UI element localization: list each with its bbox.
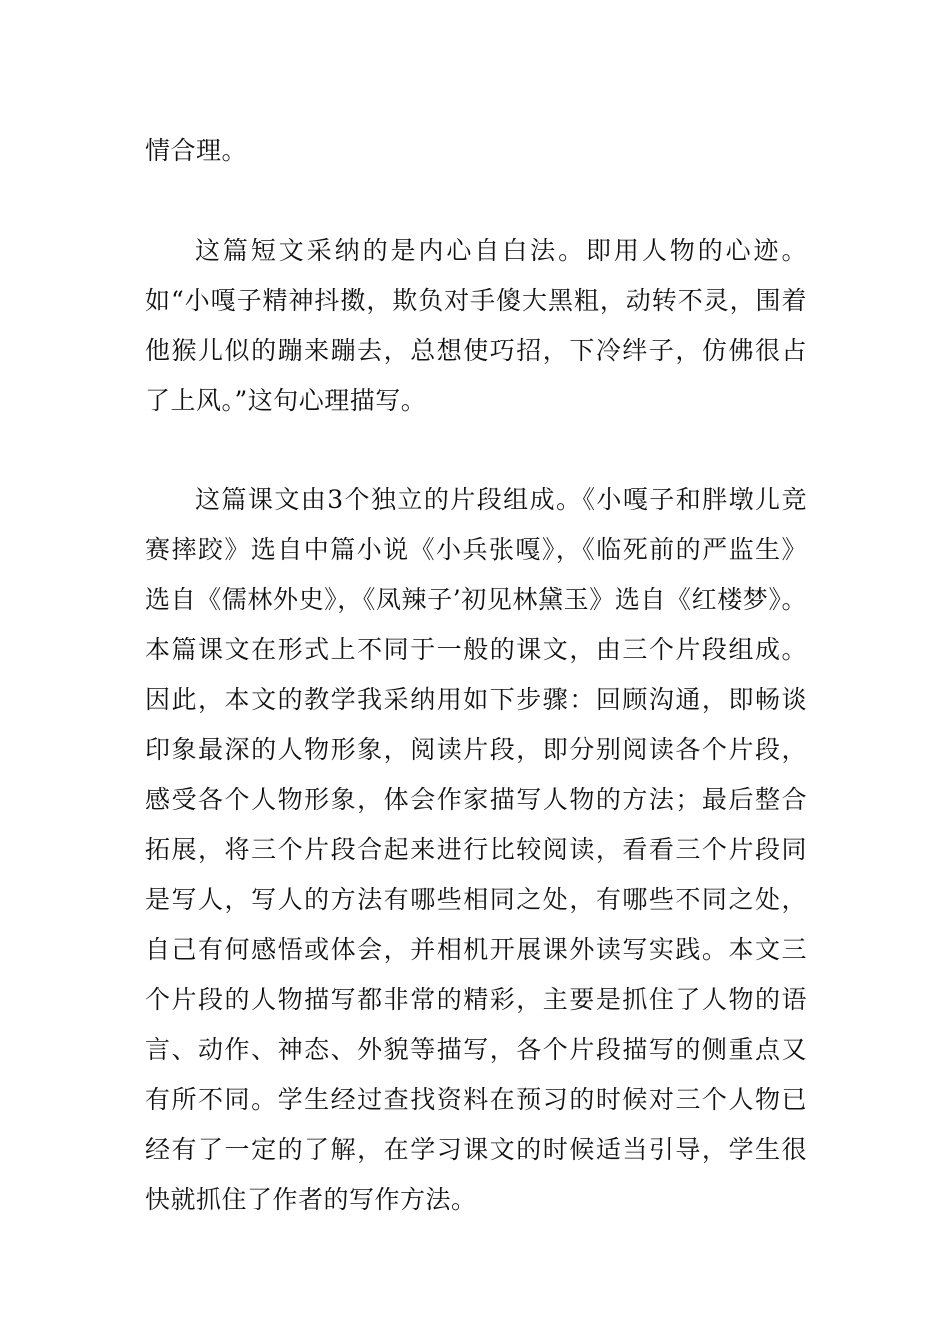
paragraph-lesson-structure bbox=[145, 475, 807, 1225]
paragraph-2: 这篇短文采纳的是内心自白法。即用人物的心迹。如“小嘎子精神抖擞，欺负对手傻大黑粗，动转不灵，围着他猴儿似的蹦来蹦去，总想使巧招，下冷绊子，仿佛很占了上风。”这句心理描写。 bbox=[145, 236, 807, 415]
paragraph-inner-monologue bbox=[145, 226, 807, 426]
paragraph-3: 这篇课文由3个独立的片段组成。《小嘎子和胖墩儿竞赛摔跤》选自中篇小说《小兵张嘎》，《临死前的严监生》选自《儒林外史》，《凤辣子’初见林黛玉》选自《红楼梦》。本篇课文在形式上不同于一般的课文，由三个片段组成。因此，本文的教学我采纳用如下步骤：回顾沟通，即畅谈印象最深的人物形象，阅读片段，即分别阅读各个片段，感受各个人物形象，体会作家描写人物的方法；最后整合拓展，将三个片段合起来进行比较阅读，看看三个片段同是写人，写人的方法有哪些相同之处，有哪些不同之处，自己有何感悟或体会，并相机开展课外读写实践。本文三个片段的人物描写都非常的精彩，主要是抓住了人物的语言、动作、神态、外貌等描写，各个片段描写的侧重点又有所不同。学生经过查找资料在预习的时候对三个人物已经有了一定的了解，在学习课文的时候适当引导，学生很快就抓住了作者的写作方法。 bbox=[145, 485, 807, 1214]
paragraph-1: 情合理。 bbox=[145, 136, 248, 165]
paragraph-continuation bbox=[145, 126, 807, 176]
